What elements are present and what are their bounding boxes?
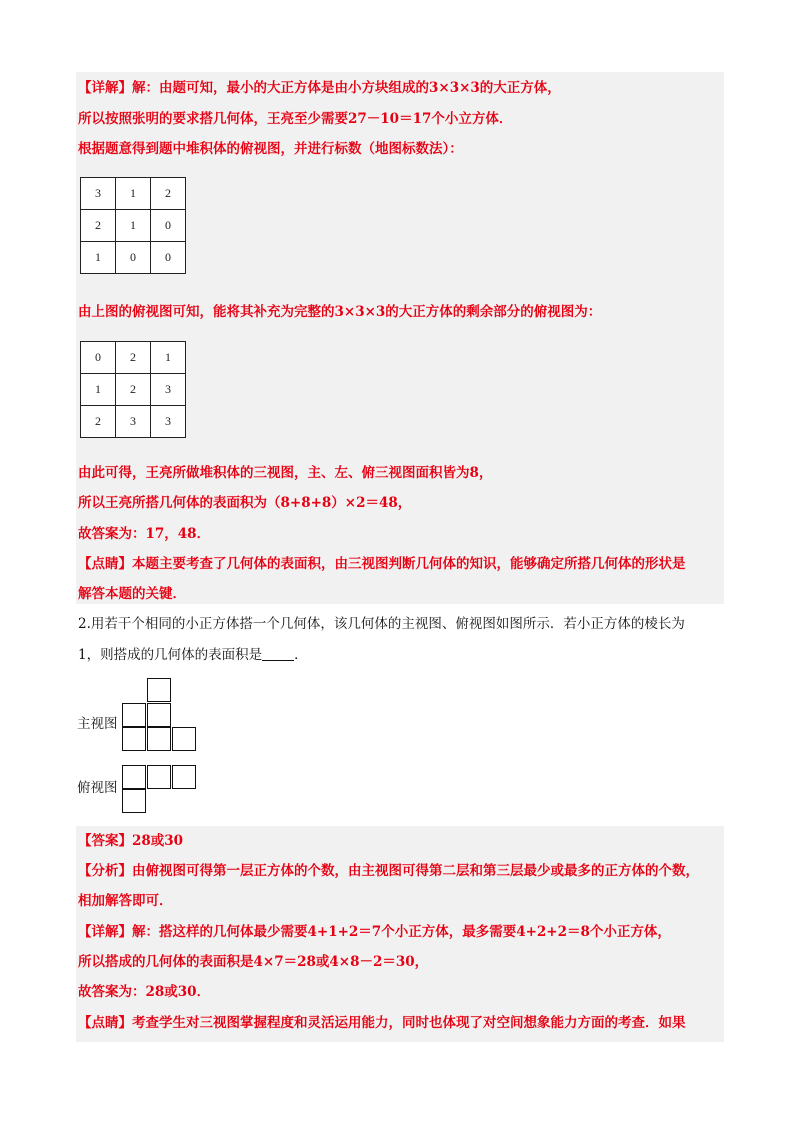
grid-cell: 2 <box>81 210 116 242</box>
detail2-line-1: 【详解】解：搭这样的几何体最少需要4+1+2＝7个小正方体，最多需要4+2+2＝8个小正方体， <box>78 924 671 940</box>
question-2-period: ． <box>294 647 308 663</box>
question-2-line-1: 2.用若干个相同的小正方体搭一个几何体，该几何体的主视图、俯视图如图所示．若小正方体的棱长为 <box>78 616 685 632</box>
grid-cell: 2 <box>116 374 151 406</box>
front-view-cell <box>147 678 171 702</box>
detail-line-4: 由上图的俯视图可知，能将其补充为完整的3×3×3的大正方体的剩余部分的俯视图为： <box>78 304 602 320</box>
grid-cell: 3 <box>81 178 116 210</box>
detail2-line-2: 所以搭成的几何体的表面积是4×7＝28或4×8－2＝30， <box>78 954 429 970</box>
grid-cell: 1 <box>116 178 151 210</box>
grid-cell: 0 <box>151 210 186 242</box>
grid-row <box>81 406 186 438</box>
grid-cell: 1 <box>151 342 186 374</box>
detail-line-6: 所以王亮所搭几何体的表面积为（8+8+8）×2＝48， <box>78 495 412 511</box>
grid-cell: 3 <box>151 374 186 406</box>
grid-row <box>81 374 186 406</box>
grid-cell: 2 <box>81 406 116 438</box>
top-view-grid <box>80 177 186 274</box>
grid-row <box>81 342 186 374</box>
grid-cell: 0 <box>81 342 116 374</box>
comment2-line-1: 【点睛】考查学生对三视图掌握程度和灵活运用能力，同时也体现了对空间想象能力方面的考查．如果 <box>78 1015 686 1031</box>
grid-cell: 2 <box>151 178 186 210</box>
front-view-cell <box>147 703 171 727</box>
remaining-top-view-grid <box>80 341 186 438</box>
front-view-cell <box>122 727 146 751</box>
grid-cell: 2 <box>116 342 151 374</box>
detail-line-1: 【详解】解：由题可知，最小的大正方体是由小方块组成的3×3×3的大正方体， <box>78 80 561 96</box>
detail-line-3: 根据题意得到题中堆积体的俯视图，并进行标数（地图标数法）： <box>78 141 463 157</box>
comment-line-2: 解答本题的关键． <box>78 586 186 602</box>
top-view-cell <box>122 765 146 789</box>
front-view-label: 主视图 <box>77 716 118 732</box>
detail-line-5: 由此可得，王亮所做堆积体的三视图，主、左、俯三视图面积皆为8， <box>78 465 493 481</box>
top-view-cell <box>122 789 146 813</box>
answer-line: 【答案】28或30 <box>78 833 184 849</box>
grid-cell: 1 <box>116 210 151 242</box>
front-view-cell <box>172 727 196 751</box>
grid-row <box>81 242 186 274</box>
front-view-cell <box>122 703 146 727</box>
grid-cell: 3 <box>116 406 151 438</box>
grid-cell: 0 <box>151 242 186 274</box>
top-view-cell <box>172 765 196 789</box>
answer-blank <box>262 647 294 661</box>
detail2-line-3: 故答案为：28或30． <box>78 984 211 1000</box>
grid-row <box>81 178 186 210</box>
top-view-cell <box>147 765 171 789</box>
grid-cell: 1 <box>81 374 116 406</box>
analysis-line-1: 【分析】由俯视图可得第一层正方体的个数，由主视图可得第二层和第三层最少或最多的正方体的个数， <box>78 863 699 879</box>
grid-cell: 1 <box>81 242 116 274</box>
question-2-line-2 <box>78 645 308 665</box>
analysis-line-2: 相加解答即可． <box>78 893 173 909</box>
front-view-cell <box>147 727 171 751</box>
detail-line-2: 所以按照张明的要求搭几何体，王亮至少需要27－10＝17个小立方体． <box>78 111 513 127</box>
top-view-label: 俯视图 <box>77 780 118 796</box>
comment-line-1: 【点睛】本题主要考查了几何体的表面积，由三视图判断几何体的知识，能够确定所搭几何体的形状是 <box>78 556 686 572</box>
grid-cell: 0 <box>116 242 151 274</box>
detail-line-7: 故答案为：17，48． <box>78 526 211 542</box>
grid-cell: 3 <box>151 406 186 438</box>
grid-row <box>81 210 186 242</box>
question-2-text: 1，则搭成的几何体的表面积是 <box>78 647 263 663</box>
